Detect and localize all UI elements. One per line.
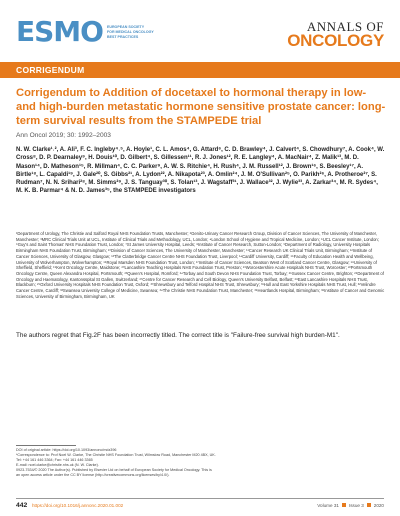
- footer-rule: [16, 498, 384, 499]
- footnote-correspondence: *Correspondence to: Prof Noel W. Clarke, The Christie NHS Foundation Trust, Wilmslow Road, Manchester M20 4BX, UK. Tel: +44 161 446 3364; Fax: +44 161 446 3365: [16, 453, 216, 462]
- issue-label: Issue 3: [348, 503, 364, 508]
- journal-header: [0, 0, 400, 62]
- footnote-email: E-mail: noel.clarke@christie.nhs.uk (N. W. Clarke).: [16, 463, 99, 467]
- separator-square-icon: [367, 503, 371, 507]
- esmo-logo-tagline: EUROPEAN SOCIETY FOR MEDICAL ONCOLOGY BEST PRACTICES: [106, 24, 154, 39]
- footnote-original-doi: DOI of original article: https://doi.org/10.1093/annonc/mdz396: [16, 448, 117, 452]
- article-type-banner: [0, 62, 400, 78]
- page-footer: [0, 498, 400, 516]
- page-number: 442: [16, 502, 28, 509]
- article-citation: Ann Oncol 2019; 30: 1992–2003: [16, 132, 111, 139]
- article-title: Corrigendum to Addition of docetaxel to hormonal therapy in low- and high-burden metastatic hormone sensitive prostate cancer: long-term survival results from the STAMPEDE trial: [16, 87, 386, 127]
- separator-square-icon: [342, 503, 346, 507]
- article-doi-link[interactable]: https://doi.org/10.1016/j.annonc.2020.01.002: [32, 503, 124, 508]
- author-list: N. W. Clarke¹˒², A. Ali³, F. C. Ingleby⁴˒⁵, A. Hoyle¹, C. L. Amos⁴, G. Attard⁶, C. D. Brawley⁴, J. Calvert⁴, S. Chowdhury⁷, A. Cook⁴, W. Cross⁸, D. P. Dearnaley⁹, H. Douis¹⁰, D. Gilbert⁴, S. Gillessen¹¹, R. J. Jones¹², R. E. Langley⁴, A. MacNair⁴, Z. Malik¹³, M. D. Mason¹⁴, D. Matheson¹⁵, R. Millman⁴, C. C. Parker⁹, A. W. S. Ritchie⁴, H. Rush⁴, J. M. Russell¹², J. Brown¹⁶, S. Beesley¹⁷, A. Birtle¹⁸, L. Capaldi¹⁹, J. Gale²⁰, S. Gibbs²¹, A. Lydon²², A. Nikapota²³, A. Omlin²⁴, J. M. O'Sullivan²⁵, O. Parikh²⁶, A. Protheroe²⁷, S. Rudman⁷, N. N. Srihari²⁸, M. Simms²⁹, J. S. Tanguay³⁰, S. Tolan¹³, J. Wagstaff³¹, J. Wallace³², J. Wylie³³, A. Zarkar³⁴, M. R. Sydes⁴, M. K. B. Parmar⁴ & N. D. James³⁵, the STAMPEDE investigators: [16, 147, 385, 195]
- footnotes: [16, 448, 216, 478]
- footnote-license: 0923-7534/© 2020 The Author(s). Published by Elsevier Ltd on behalf of European Society for Medical Oncology. This is an open access article under the CC BY license (http://creativecommons.org/licenses/by/4.0/).: [16, 468, 212, 477]
- volume-label: Volume 31: [317, 503, 339, 508]
- annals-logo-bottom: ONCOLOGY: [287, 31, 384, 50]
- affiliations: ¹Department of Urology, The Christie and Salford Royal NHS Foundation Trusts, Manchester; ²Genito-Urinary Cancer Research Group, Division of Cancer Sciences, The University of Manchester, Manchester; ³MRC Clinical Trials Unit at UCL, Institute of Clinical Trials and Methodology, UCL, London; ⁴London School of Hygiene and Tropical Medicine, London; ⁵UCL Cancer Institute, London; ⁶Guy's and Saint Thomas' NHS Foundation Trust, London; ⁷St James University Hospital, Leeds; ⁸Institute of Cancer Research, Sutton-London; ⁹Department of Radiology, University Hospitals Birmingham NHS Foundation Trust, Birmingham; ¹⁰Division of Cancer Sciences, The University of Manchester, Manchester; ¹¹Cancer Research UK Clinical Trials Unit, Birmingham; ¹²Institute of Cancer Sciences, University of Glasgow, Glasgow; ¹³The Clatterbridge Cancer Centre NHS Foundation Trust, Liverpool; ¹⁴Cardiff University, Cardiff; ¹⁵Faculty of Education Health and Wellbeing, University of Wolverhampton, Wolverhampton; ¹⁶Royal Marsden NHS Foundation Trust, London; ¹⁷Institute of Cancer Sciences, Beatson West of Scotland Cancer Centre, Glasgow; ¹⁸University of Sheffield, Sheffield; ¹⁹Kent Oncology Centre, Maidstone; ²⁰Lancashire Teaching Hospitals NHS Foundation Trust, Preston; ²¹Worcestershire Acute Hospitals NHS Trust, Worcester; ²²Portsmouth Oncology Centre, Queen Alexandra Hospital, Portsmouth; ²³Queen's Hospital, Romford; ²⁴Torbay and South Devon NHS Foundation Trust, Torbay; ²⁵Sussex Cancer Centre, Brighton; ²⁶Department of Oncology and Haematology, Kantonsspital St Gallen, Switzerland; ²⁷Centre for Cancer Research and Cell Biology, Queen's University Belfast, Belfast; ²⁸East Lancashire Hospitals NHS Trust, Blackburn; ²⁹Oxford University Hospitals NHS Foundation Trust, Oxford; ³⁰Shrewsbury and Telford Hospital NHS Trust, Shrewsbury; ³¹Hull and East Yorkshire Hospitals NHS Trust, Hull; ³²Velindre Cancer Centre, Cardiff; ³³Swansea University College of Medicine, Swansea; ³⁴The Christie NHS Foundation Trust, Manchester; ³⁵Heartlands Hospital, Birmingham; ³⁶Institute of Cancer and Genomic Sciences, University of Birmingham, Birmingham, UK: [16, 231, 385, 299]
- year-label: 2020: [373, 503, 384, 508]
- annals-logo-top: ANNALS OF: [306, 19, 384, 34]
- esmo-logo: [16, 15, 154, 48]
- correction-text: The authors regret that Fig.2F has been incorrectly titled. The correct title is "Failure-free survival high burden-M1".: [16, 332, 340, 339]
- volume-info: [317, 503, 384, 508]
- article-type-label: CORRIGENDUM: [16, 65, 85, 75]
- footnote-divider: [16, 445, 76, 446]
- esmo-logo-mark: ESMO: [16, 15, 103, 48]
- annals-of-oncology-logo: [287, 20, 384, 49]
